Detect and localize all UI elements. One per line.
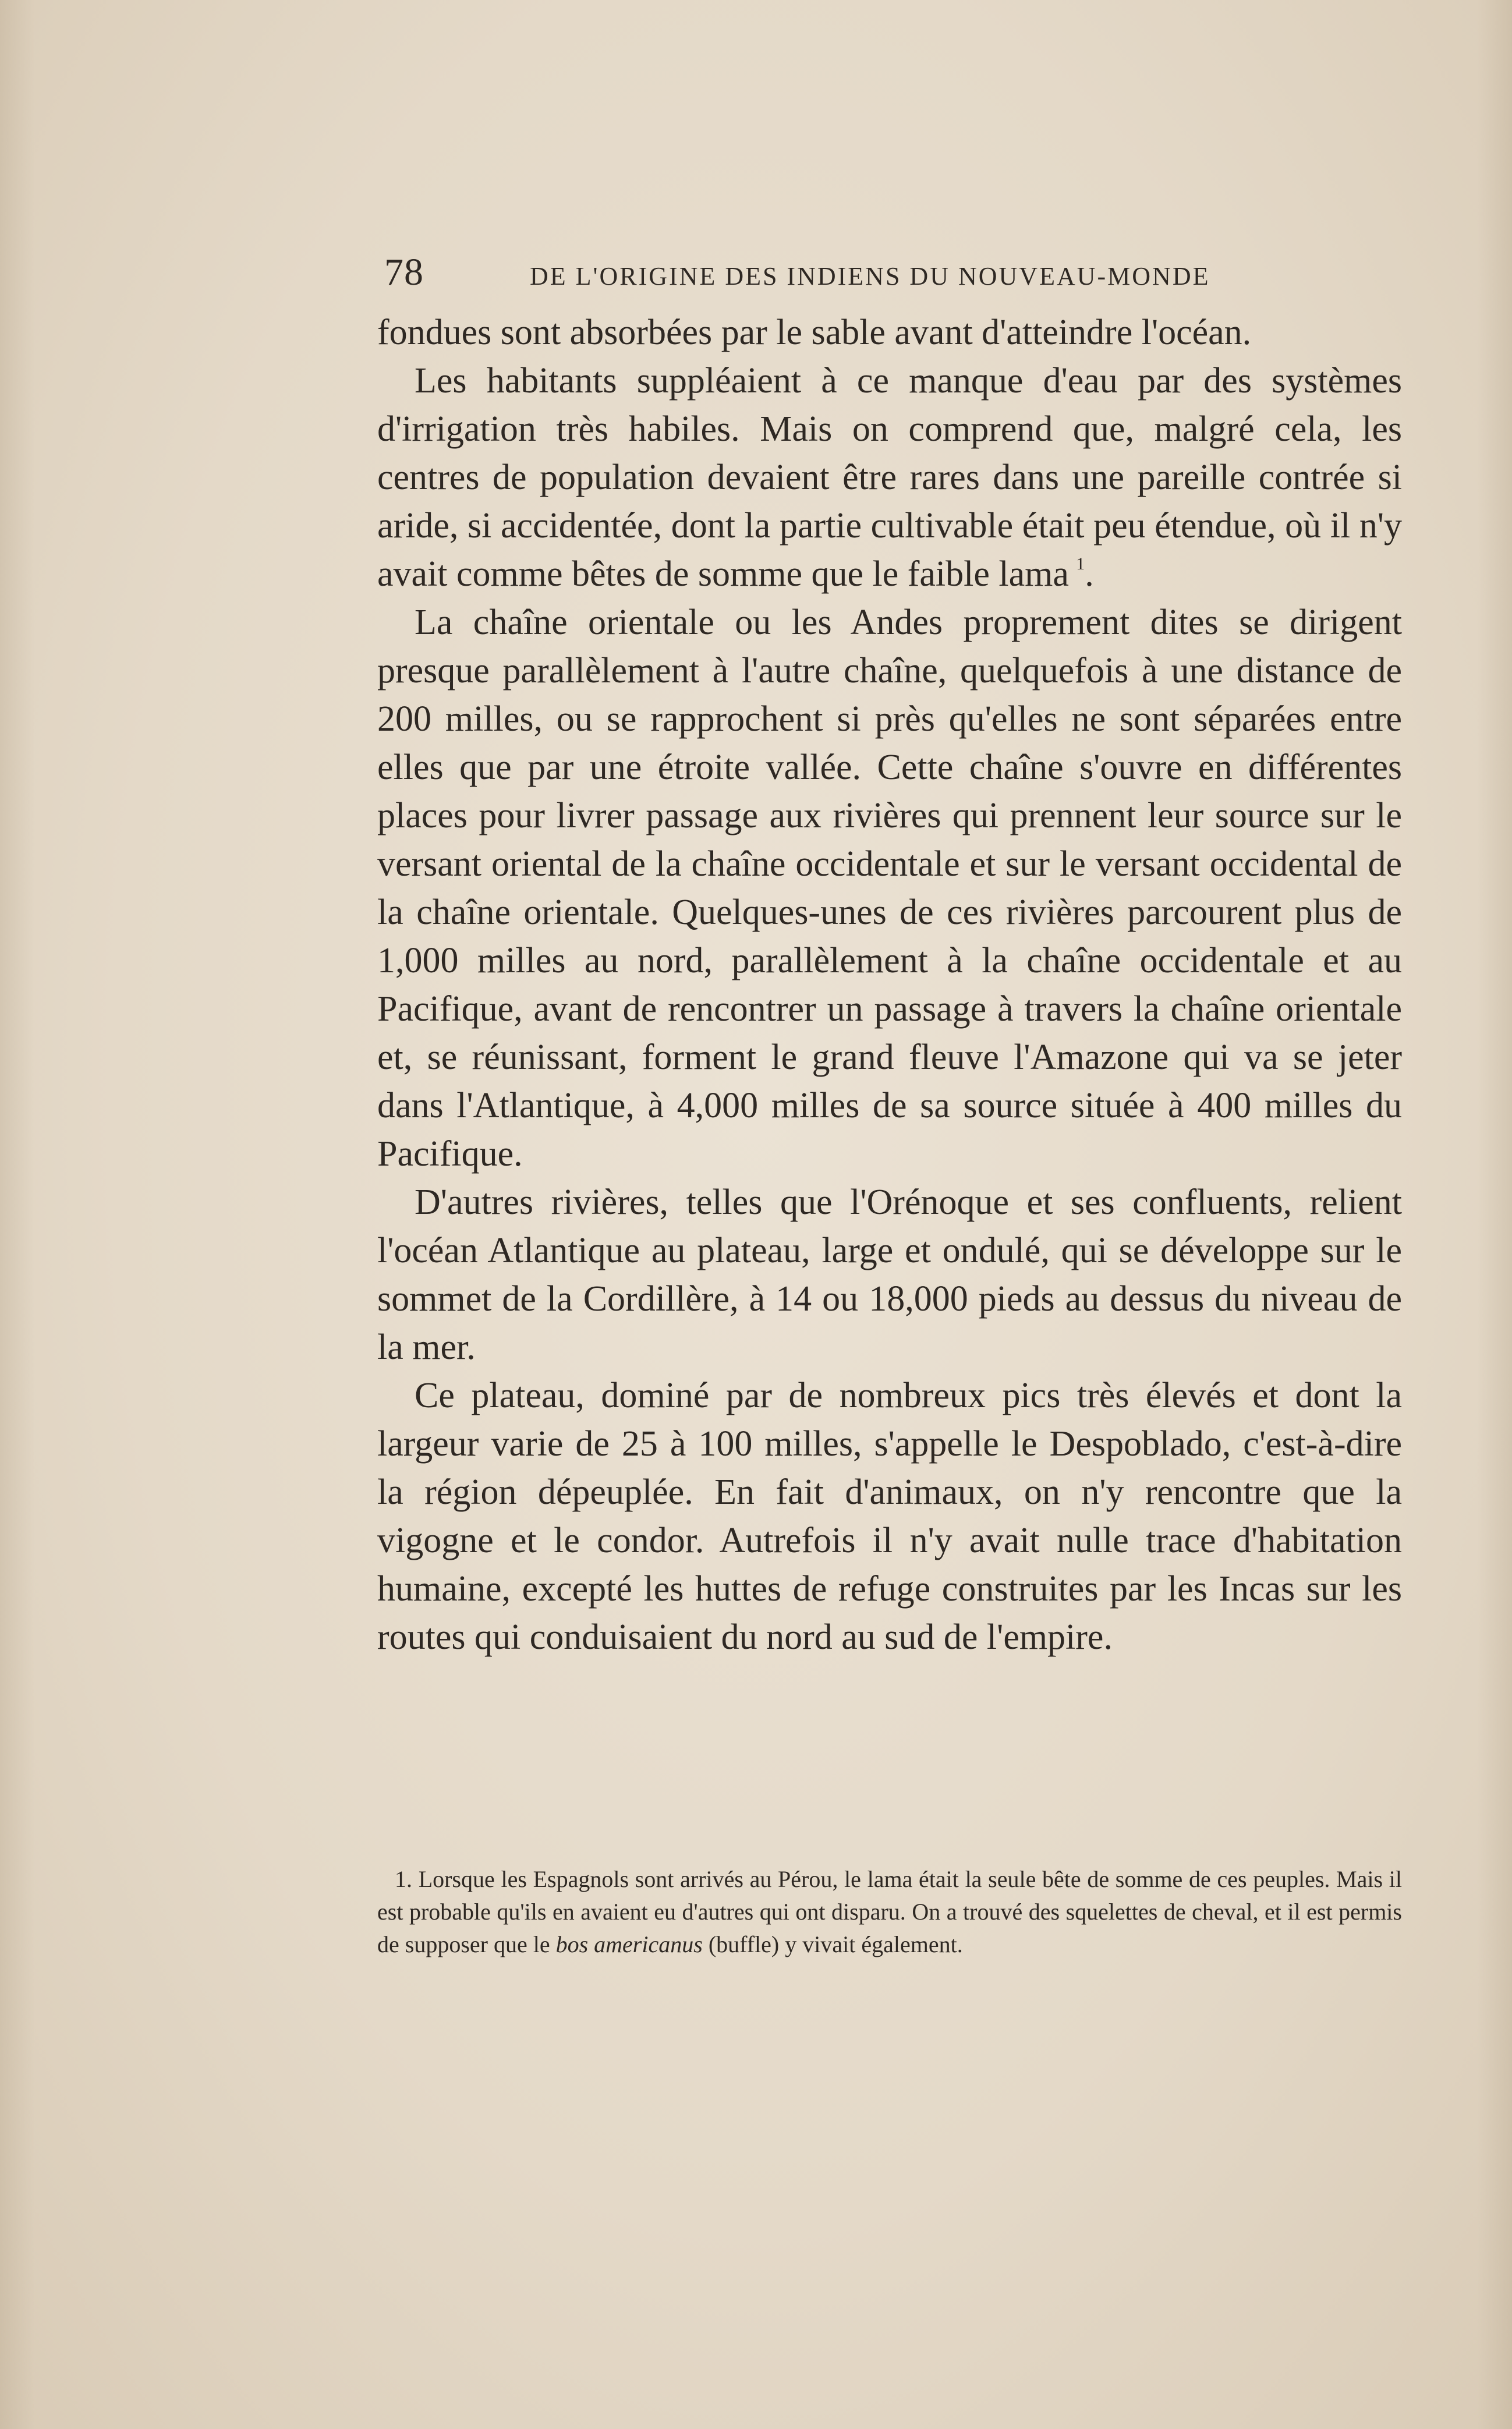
footnote-text: Lorsque les Espagnols sont arrivés au Pérou, le lama était la seule bête de somme de ces peuples. Mais il est probable qu'ils en avaient eu d'autres qui ont disparu. On a trouvé des squelettes de cheval, et il est permis de supposer que le [377, 1866, 1403, 1957]
paragraph [377, 357, 1402, 599]
page-edge-shadow-left [0, 0, 35, 2429]
page-number: 78 [384, 251, 424, 293]
footnote-italic: bos americanus [555, 1931, 703, 1957]
footnote-number: 1. [395, 1866, 412, 1892]
footnotes [377, 1863, 1402, 1961]
paragraph-end: . [1085, 554, 1094, 594]
paragraph-text: Les habitants suppléaient à ce manque d'eau par des systèmes d'irrigation très habiles. Mais on comprend que, malgré cela, les centres de population devaient être rares dans une pareille contrée si aride, si accidentée, dont la partie cultivable était peu étendue, où il n'y avait comme bêtes de somme que le faible lama [377, 361, 1402, 594]
running-title: DE L'ORIGINE DES INDIENS DU NOUVEAU-MONDE [530, 262, 1210, 291]
paragraph: Ce plateau, dominé par de nombreux pics très élevés et dont la largeur varie de 25 à 100 milles, s'appelle le Despoblado, c'est-à-dire la région dépeuplée. En fait d'animaux, on n'y rencontre que la vigogne et le condor. Autrefois il n'y avait nulle trace d'habitation humaine, excepté les huttes de refuge construites par les Incas sur les routes qui conduisaient du nord au sud de l'empire. [377, 1376, 1402, 1657]
paragraph: La chaîne orientale ou les Andes proprement dites se dirigent presque parallèlement à l'autre chaîne, quelquefois à une distance de 200 milles, ou se rapprochent si près qu'elles ne sont séparées entre elles que par une étroite vallée. Cette chaîne s'ouvre en différentes places pour livrer passage aux rivières qui prennent leur source sur le versant oriental de la chaîne occidentale et sur le versant occidental de la chaîne orientale. Quelques-unes de ces rivières parcourent plus de 1,000 milles au nord, parallèlement à la chaîne occidentale et au Pacifique, avant de rencontrer un passage à travers la chaîne orientale et, se réunissant, forment le grand fleuve l'Amazone qui va se jeter dans l'Atlantique, à 4,000 milles de sa source située à 400 milles du Pacifique. [377, 603, 1402, 1174]
body-text [377, 309, 1402, 1662]
paragraph-continuation: fondues sont absorbées par le sable avant d'atteindre l'océan. [377, 313, 1252, 352]
page-header [384, 250, 1258, 297]
footnote [377, 1863, 1402, 1961]
page-edge-shadow-right [1477, 0, 1512, 2429]
footnote-reference[interactable]: 1 [1076, 554, 1085, 573]
paragraph: D'autres rivières, telles que l'Orénoque et ses confluents, relient l'océan Atlantique au plateau, large et ondulé, qui se développe sur le sommet de la Cordillère, à 14 ou 18,000 pieds au dessus du niveau de la mer. [377, 1182, 1402, 1367]
footnote-text-end: (buffle) y vivait également. [708, 1931, 963, 1957]
